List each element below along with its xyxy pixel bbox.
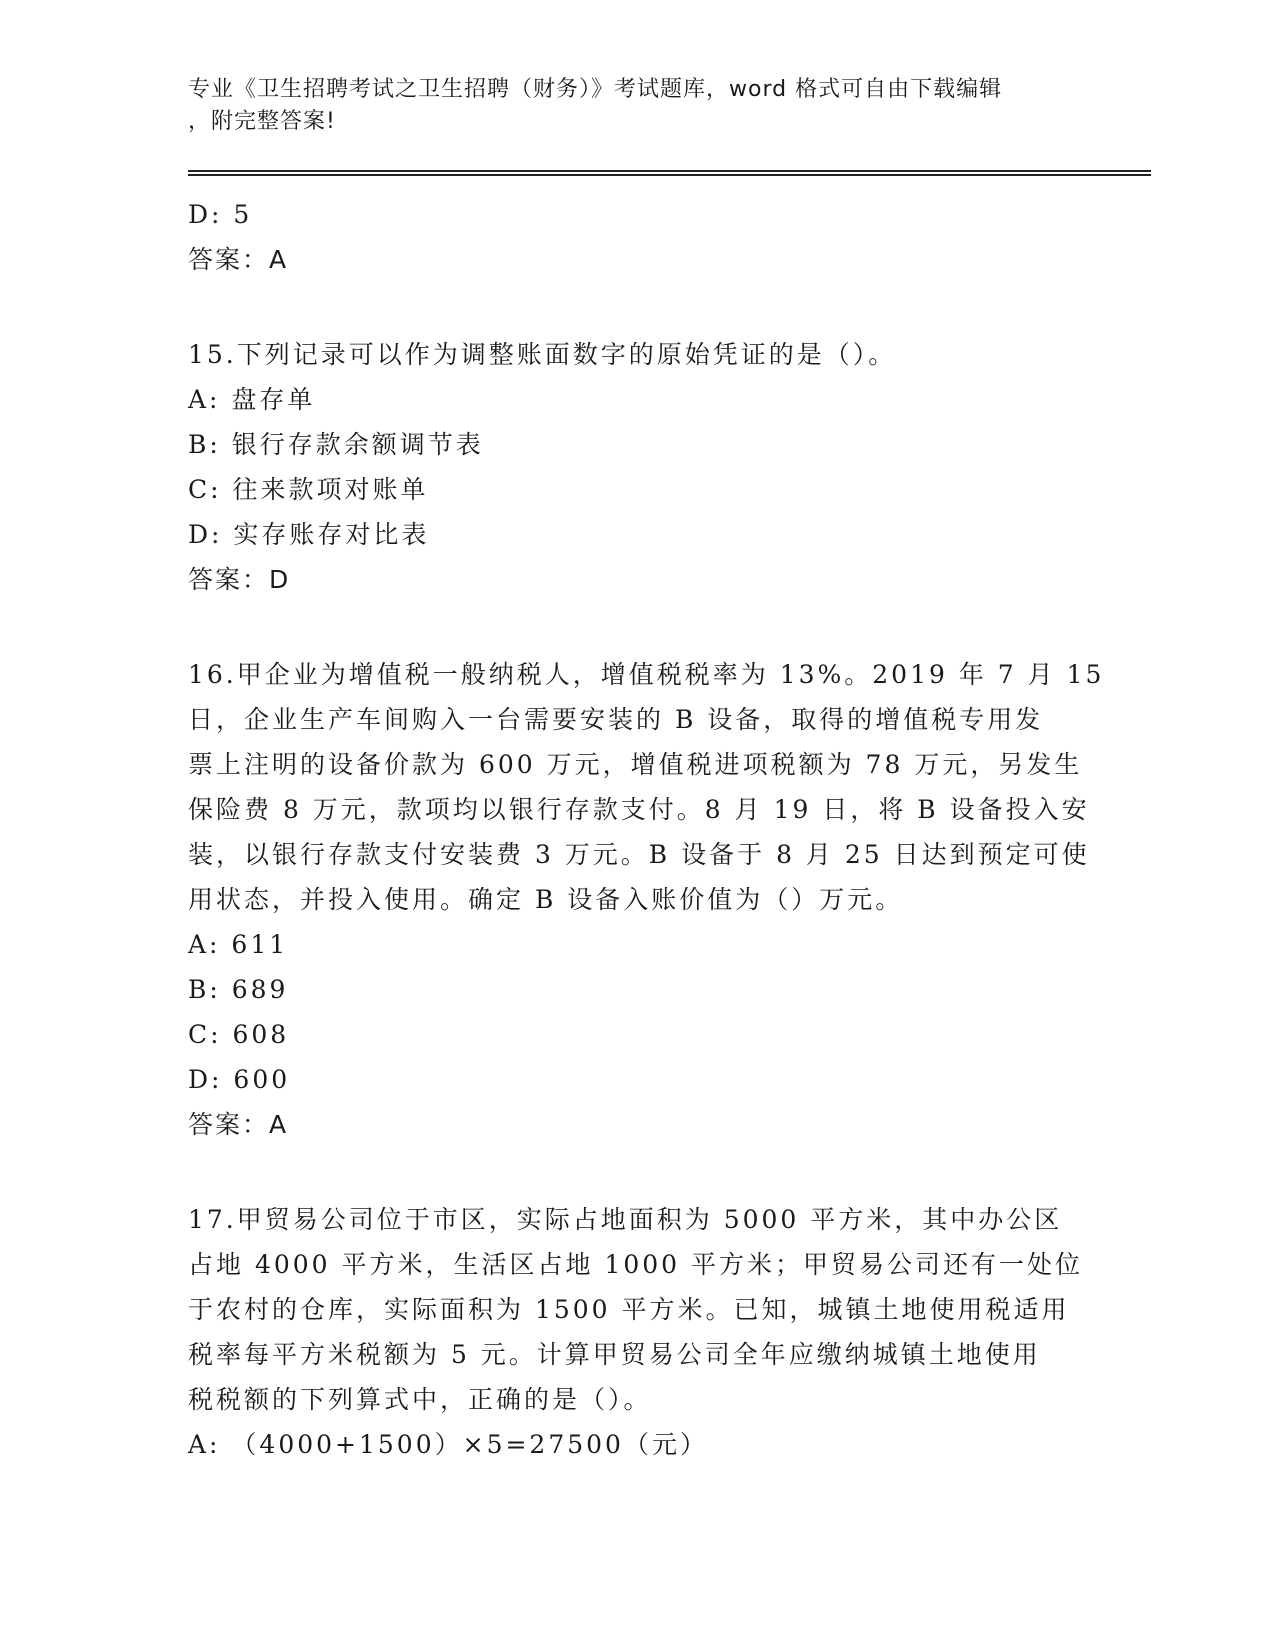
q16-stem bbox=[188, 652, 1105, 922]
q16-option-d: D: 600 bbox=[188, 1065, 291, 1094]
q17-option-a: A: （4000+1500）×5=27500（元） bbox=[188, 1430, 708, 1459]
document-header bbox=[188, 74, 1088, 138]
q16-stem-line: 装，以银行存款支付安装费 3 万元。B 设备于 8 月 25 日达到预定可使 bbox=[188, 840, 1090, 869]
spacer bbox=[188, 1147, 1088, 1197]
header-divider-top bbox=[188, 170, 1151, 172]
q15-option-c: C: 往来款项对账单 bbox=[188, 475, 429, 504]
prev-option-d: D: 5 bbox=[188, 200, 253, 229]
q17-stem-line: 于农村的仓库，实际面积为 1500 平方米。已知，城镇土地使用税适用 bbox=[188, 1295, 1070, 1324]
prev-answer: 答案：A bbox=[188, 245, 289, 274]
q16-option-b: B: 689 bbox=[188, 975, 289, 1004]
spacer bbox=[188, 602, 1088, 652]
q15-answer: 答案：D bbox=[188, 565, 291, 594]
q15-option-b: B: 银行存款余额调节表 bbox=[188, 430, 484, 459]
q15-option-d: D: 实存账存对比表 bbox=[188, 520, 430, 549]
q15-stem: 15.下列记录可以作为调整账面数字的原始凭证的是（）。 bbox=[188, 340, 897, 369]
q17-stem-line: 占地 4000 平方米，生活区占地 1000 平方米；甲贸易公司还有一处位 bbox=[188, 1250, 1084, 1279]
q17-stem-line: 税率每平方米税额为 5 元。计算甲贸易公司全年应缴纳城镇土地使用 bbox=[188, 1340, 1041, 1369]
q16-option-c: C: 608 bbox=[188, 1020, 290, 1049]
q16-stem-line: 票上注明的设备价款为 600 万元，增值税进项税额为 78 万元，另发生 bbox=[188, 750, 1083, 779]
q16-stem-line: 保险费 8 万元，款项均以银行存款支付。8 月 19 日，将 B 设备投入安 bbox=[188, 795, 1090, 824]
q17-stem bbox=[188, 1197, 1088, 1422]
q17-stem-line: 税税额的下列算式中，正确的是（）。 bbox=[188, 1385, 652, 1414]
q15-option-a: A: 盘存单 bbox=[188, 385, 316, 414]
q16-stem-line: 日，企业生产车间购入一台需要安装的 B 设备，取得的增值税专用发 bbox=[188, 705, 1044, 734]
q16-option-a: A: 611 bbox=[188, 930, 289, 959]
header-line-1: 专业《卫生招聘考试之卫生招聘（财务）》考试题库，word 格式可自由下载编辑 bbox=[188, 77, 1003, 102]
q16-answer: 答案：A bbox=[188, 1110, 289, 1139]
spacer bbox=[188, 282, 1088, 332]
q16-stem-line: 用状态，并投入使用。确定 B 设备入账价值为（）万元。 bbox=[188, 885, 904, 914]
question-content bbox=[188, 192, 1105, 1467]
header-line-2: ，附完整答案! bbox=[188, 109, 336, 134]
q16-stem-line: 16.甲企业为增值税一般纳税人，增值税税率为 13%。2019 年 7 月 15 bbox=[188, 660, 1105, 689]
header-divider-bottom bbox=[188, 174, 1151, 176]
q17-stem-line: 17.甲贸易公司位于市区，实际占地面积为 5000 平方米，其中办公区 bbox=[188, 1205, 1063, 1234]
